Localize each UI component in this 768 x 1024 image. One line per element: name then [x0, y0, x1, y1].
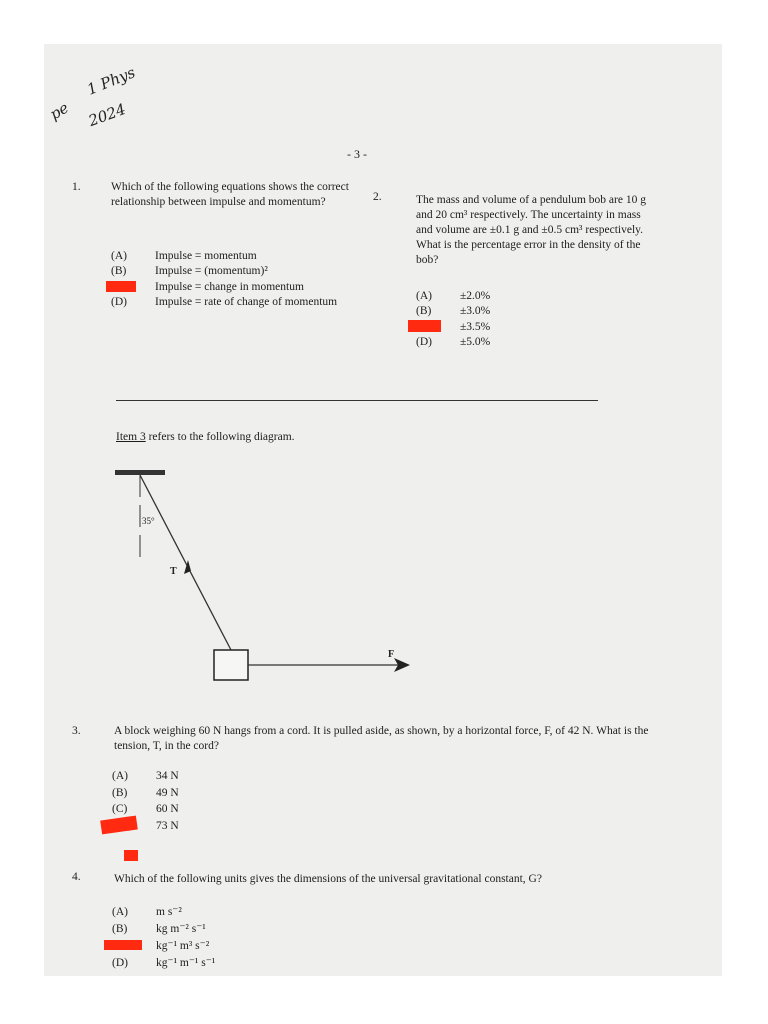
- cord-line: [140, 475, 231, 650]
- q1-option-d: (D) Impulse = rate of change of momentum: [111, 296, 338, 308]
- handwritten-subject: 1 Phys: [84, 63, 138, 99]
- question-4-number: 4.: [72, 871, 81, 883]
- question-4-text: Which of the following units gives the dimensions of the universal gravitational constant, G?: [114, 873, 542, 885]
- q4-option-a: (A) m s⁻²: [112, 906, 182, 918]
- q3-small-redaction: [124, 850, 138, 861]
- angle-label: 35°: [142, 516, 155, 526]
- q2-option-b: (B) ±3.0%: [416, 305, 491, 317]
- q3-option-b: (B) 49 N: [112, 787, 179, 799]
- force-label: F: [388, 649, 395, 660]
- q4-option-c: kg⁻¹ m³ s⁻²: [156, 940, 210, 952]
- question-2-text: The mass and volume of a pendulum bob are 10 g and 20 cm³ respectively. The uncertainty in mass and volume are ±0.1 g and ±0.5 cm³ respectively. What is the percentage error in the density of the bob?: [416, 194, 646, 266]
- q2-option-d: (D) ±5.0%: [416, 336, 491, 348]
- q3-option-d: 73 N: [156, 820, 179, 832]
- handwritten-year: 2024: [86, 100, 129, 130]
- question-2-number: 2.: [373, 191, 382, 203]
- ceiling-support: [115, 470, 165, 475]
- question-3-text: A block weighing 60 N hangs from a cord. It is pulled aside, as shown, by a horizontal force, F, of 42 N. What is the tension, T, in the cord?: [114, 725, 649, 752]
- q4-option-b: (B) kg m⁻² s⁻¹: [112, 923, 206, 935]
- question-1-text: Which of the following equations shows the correct relationship between impulse and momentum?: [111, 181, 349, 208]
- item3-intro: Item 3 refers to the following diagram.: [116, 431, 295, 443]
- question-1-number: 1.: [72, 181, 81, 193]
- pendulum-diagram: [100, 462, 420, 692]
- section-divider: [116, 400, 598, 401]
- q1-option-c: Impulse = change in momentum: [155, 281, 304, 293]
- q2-option-a: (A) ±2.0%: [416, 290, 491, 302]
- tension-label: T: [170, 566, 177, 577]
- q3-option-c: (C) 60 N: [112, 803, 179, 815]
- q2-option-c: ±3.5%: [460, 321, 491, 333]
- hanging-block: [214, 650, 248, 680]
- question-3-number: 3.: [72, 725, 81, 737]
- handwritten-edge: pe: [46, 98, 72, 124]
- page-number: - 3 -: [347, 147, 367, 161]
- q4-option-d: (D) kg⁻¹ m⁻¹ s⁻¹: [112, 957, 216, 969]
- q3-option-a: (A) 34 N: [112, 770, 179, 782]
- q1-option-b: (B) Impulse = (momentum)²: [111, 265, 268, 277]
- q1-option-a: (A) Impulse = momentum: [111, 250, 257, 262]
